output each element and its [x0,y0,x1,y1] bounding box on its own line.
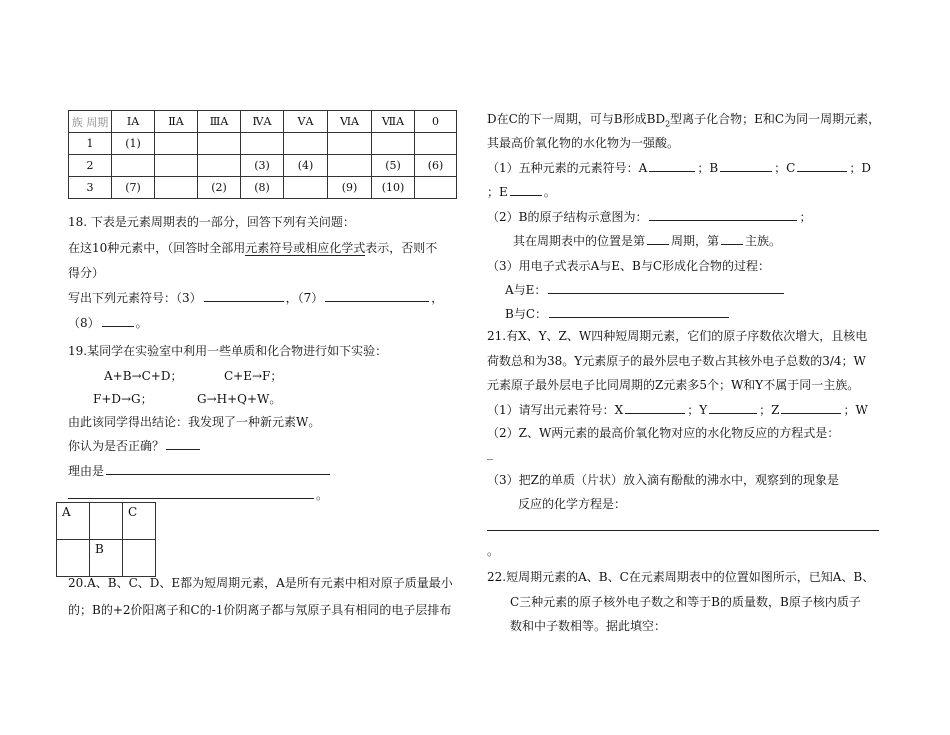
q21-line3: 元素原子最外层电子比同周期的Z元素多5个；W和Y不属于同一主族。 [487,378,860,392]
table-header-row [69,111,457,133]
q18-line2: 得分） [68,266,105,280]
grid-cell-b: B [90,540,123,577]
q20-p3-bc: B与C： [505,307,548,321]
period-cell: 2 [69,155,112,177]
table-cell [415,177,457,199]
answer-blank-a[interactable] [649,159,695,172]
answer-blank-reason[interactable] [106,462,330,475]
table-cell: (6) [415,155,457,177]
q20-p1-e: ；E [487,185,508,199]
q19-question [68,437,202,454]
answer-blank-ae[interactable] [548,281,784,294]
q18-line4-a: （8） [68,316,100,330]
q20-p1-b: ；B [697,161,719,175]
q18-underlined-phrase: 元素符号或相应化学式 [245,241,366,255]
answer-blank-3[interactable] [204,289,284,302]
table-cell: (5) [372,155,415,177]
grid-cell-empty [123,540,156,577]
q21-part1 [487,401,868,418]
table-cell: (7) [112,177,155,199]
grid-cell-empty [57,540,90,577]
table-row [69,177,457,199]
table-cell [155,155,198,177]
q21-line2: 荷数总和为38。Y元素原子的最外层电子数占其核外电子总数的3/4；W [487,354,866,368]
answer-blank-equation[interactable] [487,518,879,531]
answer-blank-group[interactable] [721,232,743,245]
table-cell [415,133,457,155]
answer-blank-structure[interactable] [649,208,797,221]
q21-p1-c: ；Z [759,403,780,417]
abc-position-grid [56,502,156,577]
answer-blank-y[interactable] [709,401,757,414]
q19-reason [68,462,332,479]
header-cell: ⅦA [372,111,415,133]
table-cell: (3) [241,155,284,177]
q18-line1 [68,239,437,256]
header-cell: ⅥA [328,111,372,133]
q20-part2 [487,208,811,225]
q21-p1-a: （1）请写出元素符号：X [487,403,624,417]
answer-blank-reason-2[interactable] [68,486,314,499]
q20-part1-cont [487,183,556,200]
q19-title: 19.某同学在实验室中利用一些单质和化合物进行如下实验： [68,344,388,358]
q20-line2: 的；B的+2价阳离子和C的-1价阴离子都与氖原子具有相同的电子层排布 [68,603,452,617]
q21-p1-b: ；Y [687,403,708,417]
answer-blank-correct[interactable] [166,437,200,450]
q20-p2-a: （2）B的原子结构示意图为： [487,210,648,224]
q19-reason-line2 [68,486,328,503]
q18-line3 [68,289,443,306]
table-cell [112,155,155,177]
q20-p2-c: 其在周期表中的位置是第 [513,234,646,248]
q19-end: 。 [316,488,329,502]
q20-p2-e: 主族。 [745,234,782,248]
answer-blank-7[interactable] [325,289,429,302]
q21-end: 。 [487,544,500,558]
q18-line3-b: ，（7） [285,291,324,305]
q22-line1: 22.短周期元素的A、B、C在元素周期表中的位置如图所示，已知A、B、 [487,570,875,584]
q20-p1-f: 。 [543,185,556,199]
table-cell [241,133,284,155]
answer-blank-x[interactable] [625,401,685,414]
grid-cell-empty [90,503,123,540]
q20-line3-a: D在C的下一周期，可与B形成BD [487,112,666,126]
q19-eq2: C+E→F； [224,369,283,383]
q20-part1 [487,159,871,176]
table-cell [284,177,328,199]
q20-p1-c: ；C [774,161,796,175]
q18-line3-a: 写出下列元素符号：（3） [68,291,202,305]
q22-line2: C三种元素的原子核外电子数之和等于B的质量数，B原子核内质子 [510,595,861,609]
q18-line4-b: 。 [135,316,148,330]
header-cell: ⅠA [112,111,155,133]
q21-part2-mark: _ [487,446,493,460]
table-cell: (9) [328,177,372,199]
table-row [69,133,457,155]
q20-p1-a: （1）五种元素的元素符号：A [487,161,648,175]
q19-conclusion: 由此该同学得出结论：我发现了一种新元素W。 [68,415,321,429]
header-cell: ⅡA [155,111,198,133]
q21-p1-d: ；W [843,403,868,417]
answer-blank-b[interactable] [720,159,772,172]
q18-line1-c: 表示，否则不 [365,241,438,255]
q21-line1: 21.有X、Y、Z、W四种短周期元素，它们的原子序数依次增大，且核电 [487,329,868,343]
q21-part2: （2）Z、W两元素的最高价氧化物对应的水化物反应的方程式是： [487,426,840,440]
q21-part3: （3）把Z的单质（片状）放入滴有酚酞的沸水中，观察到的现象是 [487,473,839,487]
period-cell: 3 [69,177,112,199]
q20-p2-d: 周期，第 [671,234,720,248]
corner-cell: 族 周期 [69,111,112,133]
q20-part2-position [513,232,781,249]
q20-line1: 20.A、B、C、D、E都为短周期元素，A是所有元素中相对原子质量最小 [68,576,453,590]
table-cell [198,133,241,155]
q20-p2-b: ； [799,210,812,224]
table-cell: (1) [112,133,155,155]
q20-line3 [487,110,880,128]
periodic-table [68,110,457,199]
table-cell [155,133,198,155]
answer-blank-e[interactable] [510,183,542,196]
q20-line4: 其最高价氧化物的水化物为一强酸。 [487,136,680,150]
q19-reason-label: 理由是 [68,464,105,478]
q20-p1-d: ；D [849,161,871,175]
q18-line1-a: 在这10种元素中，（回答时全部用 [68,241,246,255]
header-cell: ⅣA [241,111,284,133]
q18-line4 [68,314,148,331]
table-cell [198,155,241,177]
q20-p3-ae: A与E： [505,283,547,297]
period-cell: 1 [69,133,112,155]
table-cell [328,133,372,155]
q20-part3-bc [505,305,731,322]
table-cell [328,155,372,177]
q18-line3-c: ， [431,291,444,305]
table-cell: (10) [372,177,415,199]
answer-blank-8[interactable] [102,314,134,327]
table-cell: (8) [241,177,284,199]
q19-eq1: A+B→C+D； [104,369,183,383]
grid-cell-a: A [57,503,90,540]
table-cell [372,133,415,155]
q20-subscript: 2 [665,119,671,129]
q20-part3-ae [505,281,786,298]
grid-cell-c: C [123,503,156,540]
table-row [69,155,457,177]
answer-blank-bc[interactable] [549,305,729,318]
q19-eq3: F+D→G； [93,392,153,406]
q22-line3: 数和中子数相等。据此填空： [510,619,667,633]
table-cell: (2) [198,177,241,199]
q20-line3-b: 型离子化合物；E和C为同一周期元素， [670,112,881,126]
answer-blank-period[interactable] [647,232,669,245]
q19-eq4: G→H+Q+W。 [197,392,282,406]
q20-part3: （3）用电子式表示A与E、B与C形成化合物的过程： [487,259,771,273]
table-cell: (4) [284,155,328,177]
header-cell: 0 [415,111,457,133]
answer-blank-c[interactable] [797,159,847,172]
q21-part3-equation: 反应的化学方程是： [518,497,627,511]
table-cell [284,133,328,155]
answer-blank-z[interactable] [781,401,841,414]
q18-title: 18. 下表是元素周期表的一部分，回答下列有关问题： [68,215,355,229]
table-cell [155,177,198,199]
header-cell: ⅢA [198,111,241,133]
q19-question-text: 你认为是否正确？ [68,439,165,453]
header-cell: ⅤA [284,111,328,133]
